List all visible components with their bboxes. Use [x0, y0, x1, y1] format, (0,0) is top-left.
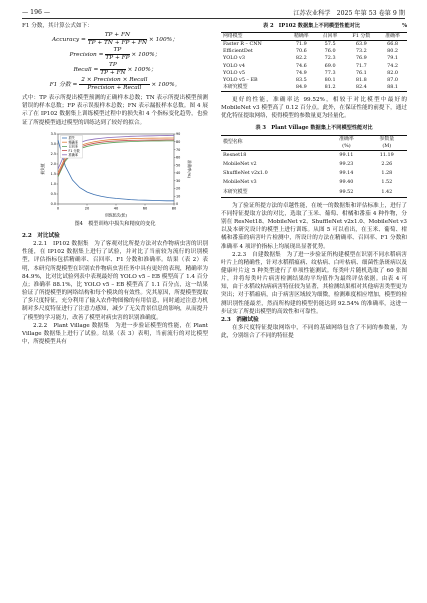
table-row [221, 178, 407, 187]
eq-rec-lhs: Recall = [73, 67, 99, 74]
equation-f1 [22, 77, 208, 92]
y-tick-label: 3.0 [50, 141, 56, 146]
figure-caption: 图4 模型训练中损失和精度的变化 [74, 220, 156, 227]
paragraph-2-2-3: 2.2.3 自建数据集 为了进一步验证所构建模型在识别不同水稻病害叶片上的精确性，针对水稻稻瘟病、纹枯病、白叶枯病、细菌性条斑病以及健康叶片这 5 种类型进行了单项性能测试。每类叶片随机选取了 60 张图片，并将每类叶片病害检测结果的平均值作为最终评估依据。由表 4 可知，由于水稻纹枯病病害特征较为显著，其检测结果相对其他病害类型更为突出；对于稻瘟病，由于病害区域较为细微，检测难度相应增加，模型的检测识别性能最差，然而所构建的模型仍能达到 92.54% 的准确率，这进一步证实了所提出模型的高效性和可靠性。 [221, 251, 407, 315]
table-cell: ShuffleNet v2x1.0 [223, 170, 268, 177]
equation-block [22, 32, 208, 92]
table-cell: YOLO v3 [223, 55, 245, 62]
table-cell: 77.3 [324, 69, 336, 76]
y2-tick-label: 80 [176, 139, 181, 144]
y-tick-label: 2.5 [50, 151, 56, 156]
table-cell: 99.52 [339, 188, 354, 195]
y2-tick-label: 50 [176, 163, 181, 168]
y2-tick-label: 10 [176, 194, 181, 199]
table-cell: YOLO v5 [223, 69, 245, 76]
table-cell: 82.0 [387, 69, 399, 76]
y2-tick-label: 70 [176, 147, 181, 152]
table-cell: 11.19 [379, 151, 394, 158]
x-axis-label: 训练轮次(轮) [105, 212, 127, 218]
eq-acc-den: TP + TN + FP + FN [87, 40, 148, 47]
table-cell: Resnet18 [223, 151, 247, 158]
paragraph-2-2-1: 2.2.1 IP102 数据集 为了客观对比所提方法对农作物病虫害的识别性能，在 IP102 数据集上进行了试验，并对比了当前较为流行的识别模型，评估指标包括精确率、召回率、F1 分数和准确率。结果（表 2）表明，本研究所提模型在识别农作物病虫害任务中具有更好的表现，精确率为 84.9%，比对比试验列表中表现最好的 YOLO v5 – EB 模型高了 1.4 百分点；准确率 88.1%，比 YOLO v5 – EB 模型高了 1.1 百分点，这一结果验证了所提模型的网络结构和每个模块的有效性。究其原因，所提模型提取了多尺度特征，充分利用了输入农作物图像的有用信息，同时通过注意力机制对多尺度特征进行了注意力感知，减少了无关背景信息的影响，从而提升了模型的学习能力，改善了模型对病虫害的识别准确度。 [22, 241, 208, 321]
table-cell: 79.1 [387, 55, 399, 62]
table-cell: 81.8 [355, 76, 367, 83]
table-cell: 76.1 [355, 69, 367, 76]
table-cell: EfficientDet [223, 48, 253, 55]
table-cell: 99.40 [339, 179, 354, 186]
equation-accuracy [22, 32, 208, 47]
left-column [22, 22, 208, 346]
table-cell: 74.9 [295, 69, 307, 76]
y2-tick-label: 40 [176, 170, 181, 175]
table-2-caption [221, 22, 407, 30]
table-row [221, 150, 407, 160]
table-2-header-row [221, 33, 407, 41]
table-cell: 66.8 [387, 41, 399, 48]
journal-title: 江苏农业科学 2025 年第 53 卷第 9 期 [293, 9, 405, 17]
table-cell: 1.42 [381, 188, 393, 195]
y2-axis-label: 准确率(%) [187, 159, 192, 178]
table-2-header-cell: 网络模型 [223, 33, 243, 40]
intro-line: F1 分数，其计算公式如下： [22, 23, 93, 29]
table-row [221, 41, 407, 49]
y-tick-label: 2.0 [50, 161, 56, 166]
table-cell: 99.14 [339, 170, 354, 177]
eq-f1-den: Precision + Recall [87, 85, 142, 92]
table-cell: 87.0 [387, 76, 399, 83]
table-cell: 74.6 [295, 62, 307, 69]
paragraph-table2-result: 更好的性能，准确率达 99.52%，相较于对比模型中最好的 MobileNet v3 模型高了 0.12 百分点。此外，在保证性能的前提下，通过优化特征提取网络，使得模型的参数量更为轻量化。 [221, 96, 407, 120]
table-cell: 73.2 [355, 48, 367, 55]
y2-tick-label: 30 [176, 178, 181, 183]
table-3-header-cell [326, 135, 366, 150]
table-cell: 1.52 [381, 179, 393, 186]
table-3 [221, 135, 407, 198]
eq-acc-tail: × 100%； [148, 37, 178, 44]
table-cell: 74.2 [387, 62, 399, 69]
eq-acc-frac [88, 32, 147, 47]
table-cell: MobileNet v2 [223, 160, 257, 167]
eq-f1-tail: × 100%。 [151, 82, 181, 89]
table-row [221, 63, 407, 70]
table-cell: 83.5 [295, 76, 307, 83]
table-2-unit: % [402, 23, 407, 29]
table-cell: 72.3 [324, 55, 336, 62]
table-3-header-row [221, 135, 407, 150]
header-label: 准确率 [339, 135, 354, 142]
legend-label: 精确率 [68, 140, 79, 145]
table-3-header-cell [221, 135, 326, 150]
eq-pre-den: TP + FP [105, 55, 130, 62]
section-2-2: 2.2 对比试验 [22, 232, 60, 239]
eq-acc-lhs: Accuracy = [52, 37, 86, 44]
section-2-3: 2.3 消融试验 [221, 316, 259, 323]
table-cell: 99.23 [339, 160, 354, 167]
paragraph-feature-comparison: 为了验证所提方法的卓越性能，在统一的数据集和评估标准上，进行了不同特征提取方法的对比，选取了玉米、葡萄、柑橘和番茄 4 种作物，分别在 ResNet18、MobileNet v2、ShuffleNet v2x1.0、MobileNet v3 以及本研究设计的模型上进行训练。从图 5 可以看出，在玉米、葡萄、柑橘和番茄的病害叶片检测中，所设计的方法在精确率、召回率、F1 分数和准确率 4 项评价指标上均展现出显著优势。 [221, 202, 407, 250]
table-2 [221, 32, 407, 92]
table-cell: 99.11 [339, 151, 354, 158]
table-cell: 80.1 [324, 76, 336, 83]
table-row [221, 160, 407, 169]
header-rule [22, 18, 405, 19]
table-3-header-cell [367, 135, 407, 150]
table-cell: 82.4 [355, 83, 367, 90]
y2-tick-label: 20 [176, 186, 181, 191]
legend-label: 损失 [68, 135, 75, 140]
eq-f1-frac [79, 77, 149, 92]
table-row [221, 55, 407, 62]
y2-tick-label: 0 [176, 201, 179, 206]
y-tick-label: 1.0 [50, 181, 56, 186]
table-2-header-cell: 精确率 [293, 33, 309, 40]
y2-tick-label: 60 [176, 155, 181, 160]
table-cell: 本研究模型 [223, 188, 248, 195]
page-number: — 196 — [22, 8, 51, 16]
equation-precision [22, 47, 208, 62]
table-cell: 88.1 [387, 83, 399, 90]
header-unit: (M) [382, 142, 392, 149]
table-row [221, 70, 407, 77]
definition-paragraph: 式中：TP 表示所提出模型预测的正确样本总数；TN 表示所提出模型预测错误的样本总数；FP 表示误报样本总数；FN 表示漏报样本总数。图 4 展示了在 IP102 数据集上训练模型过程中的损失和 4 个指标变化趋势，也验证了所提模型通过模型的训练达到了较好的拟合。 [22, 95, 208, 126]
eq-f1-lhs: F1 分数 = [49, 82, 78, 89]
table-cell: YOLO v4 [223, 62, 245, 69]
eq-pre-tail: × 100%； [131, 52, 161, 59]
eq-acc-num: TP + FN [88, 32, 147, 40]
table-cell: Faster R – CNN [223, 41, 262, 48]
table-cell: 57.5 [324, 41, 336, 48]
right-column [221, 22, 407, 340]
table-row [221, 188, 407, 198]
equation-recall [22, 62, 208, 77]
table-2-header-cell: 召回率 [322, 33, 338, 40]
x-tick-label: 80 [171, 206, 177, 211]
table-2-header-cell: 准确率 [385, 33, 400, 40]
table-2-title: 表 2 IP102 数据集上不同模型性能对比 [263, 23, 361, 29]
table-cell: 71.7 [355, 62, 367, 69]
table-cell: 63.9 [355, 41, 367, 48]
table-row [221, 77, 407, 84]
y-axis-label: 损失值 [40, 163, 45, 175]
paragraph-ablation: 在多尺度特征提取网络中，不同的基础网络包含了不同的参数量，为此，分别组合了不同的特征提 [221, 325, 407, 340]
table-cell: YOLO v5 – EB [223, 76, 258, 83]
table-3-body [221, 150, 407, 197]
legend-label: 准确率 [68, 152, 79, 157]
legend-label: 召回率 [68, 144, 79, 149]
table-cell: 84.9 [295, 83, 307, 90]
x-tick-label: 0 [56, 206, 60, 211]
legend-label: F1 分数 [68, 148, 80, 153]
table-row [221, 84, 407, 92]
header-label: 参数量 [379, 135, 395, 142]
table-row [221, 48, 407, 55]
table-cell: 71.9 [295, 41, 307, 48]
table-cell: 81.2 [324, 83, 336, 90]
table-cell: 70.6 [295, 48, 307, 55]
running-header [22, 6, 405, 18]
header-label: 模型名称 [223, 139, 243, 146]
y-tick-label: 1.5 [50, 171, 56, 176]
loss-accuracy-chart [40, 130, 190, 218]
table-cell: 2.26 [381, 160, 393, 167]
table-3-caption: 表 3 Plant Village 数据集上不同模型性能对比 [255, 125, 373, 132]
x-tick-label: 20 [84, 206, 90, 211]
table-cell: MobileNet v3 [223, 179, 257, 186]
table-cell: 76.9 [355, 55, 367, 62]
y2-tick-label: 90 [176, 131, 181, 136]
header-unit: (%) [342, 142, 351, 149]
table-cell: 1.28 [381, 170, 393, 177]
y-tick-label: 3.5 [50, 131, 56, 136]
eq-pre-lhs: Precision = [69, 52, 104, 59]
table-cell: 80.2 [387, 48, 399, 55]
eq-rec-den: TP + FN [100, 70, 126, 77]
figure-4-chart [40, 130, 190, 218]
paragraph-2-2-2: 2.2.2 Plant Village 数据集 为进一步验证模型的性能，在 Plant Village 数据集上进行了试验。结果（表 3）表明，当前流行的对比模型中，所提模型具有 [22, 322, 208, 345]
eq-rec-num: TP [100, 62, 125, 70]
x-tick-label: 40 [113, 206, 119, 211]
table-row [221, 169, 407, 178]
eq-pre-num: TP [105, 47, 129, 55]
table-cell: 本研究模型 [223, 83, 248, 90]
y-tick-label: 0.5 [50, 191, 56, 196]
x-tick-label: 60 [142, 206, 148, 211]
table-cell: 69.0 [324, 62, 336, 69]
eq-f1-num: 2 × Precision × Recall [81, 77, 148, 84]
eq-rec-tail: × 100%； [127, 67, 157, 74]
table-2-header-cell: F1 分数 [352, 33, 371, 40]
eq-rec-frac [100, 62, 125, 77]
table-cell: 76.0 [324, 48, 336, 55]
table-cell: 82.2 [295, 55, 307, 62]
eq-pre-frac [105, 47, 129, 62]
table-2-body [221, 41, 407, 92]
y-tick-label: 0.0 [50, 201, 56, 206]
